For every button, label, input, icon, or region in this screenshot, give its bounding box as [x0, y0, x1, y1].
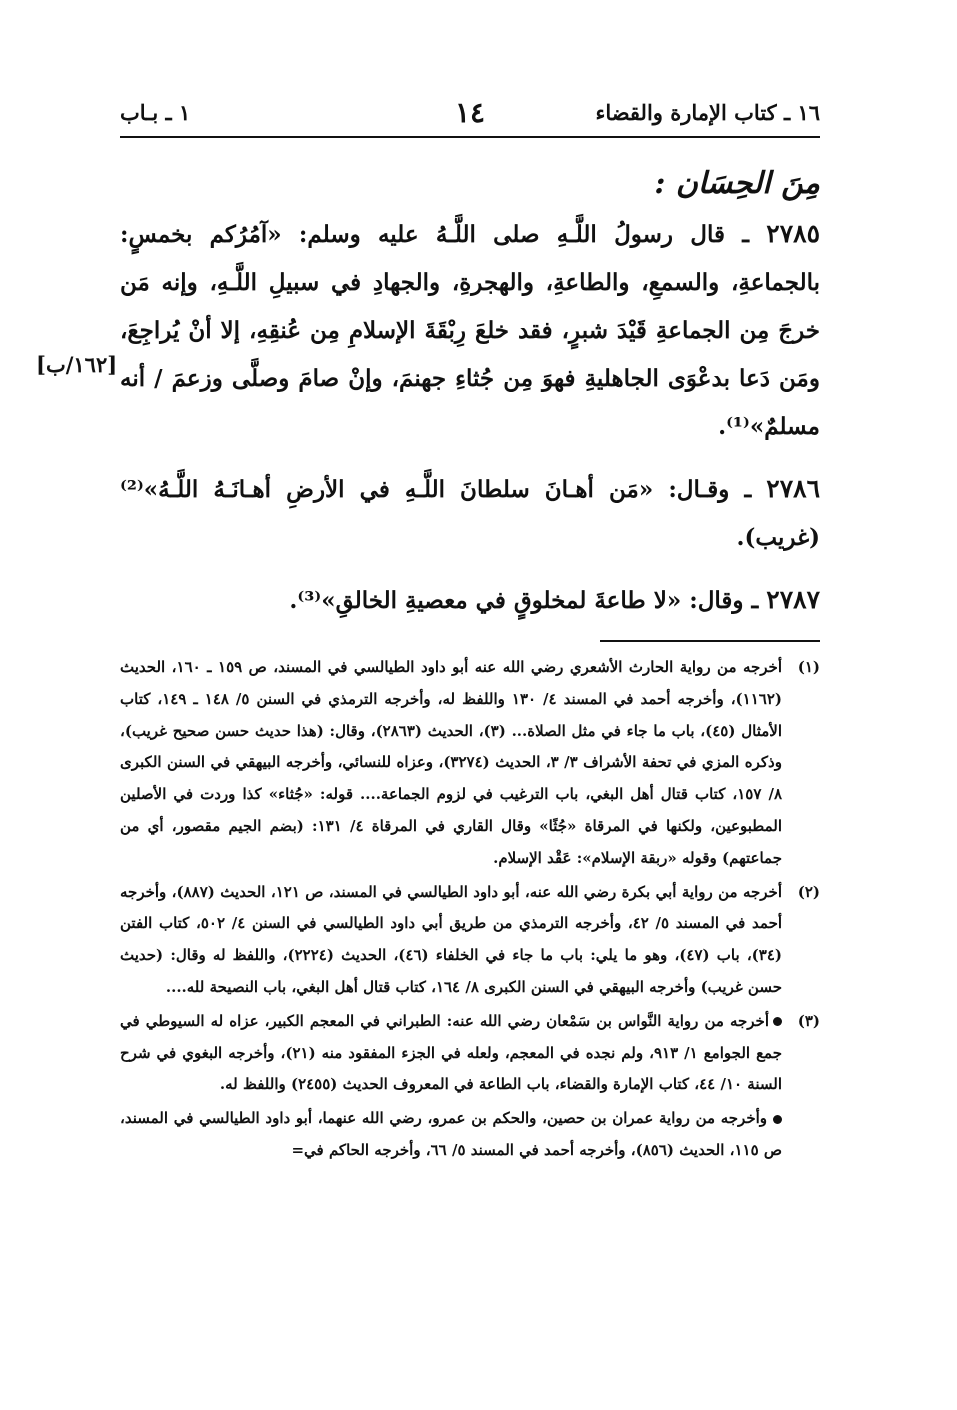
hadith-2785: [120, 210, 820, 451]
footnote-3-continued: [120, 1103, 820, 1167]
hadith-number: ٢٧٨٦: [766, 474, 820, 503]
hadith-text: ـ قال رسولُ اللَّـهِ صلى اللَّـهُ عليه وسلم: «آمُرُكم بخمسٍ: بالجماعةِ، والسمعِ، والطاعةِ، والهجرةِ، والجهادِ في سبيلِ اللَّـهِ، وإنه مَن خرجَ مِن الجماعةِ قَيْدَ شبرٍ، فقد خلعَ رِبْقَةَ الإسلامِ مِن عُنقِهِ، إلا أنْ يُراجِعَ، ومَن دَعا بدعْوَى الجاهليةِ فهوَ مِن جُثاءِ جهنمَ، وإنْ صامَ وصلَّى وزعمَ / أنه مسلمٌ»⁽¹⁾.: [120, 221, 820, 440]
footnote-separator: [600, 640, 820, 642]
footnote-number: (١): [797, 658, 820, 676]
footnote-text: أخرجه من رواية أبي بكرة رضي الله عنه، أبو داود الطيالسي في المسند، ص ١٢١، الحديث (٨٨٧)، وأخرجه أحمد في المسند ٥/ ٤٢، وأخرجه الترمذي من طريق أبي داود الطيالسي في السنن ٤/ ٥٠٢، كتاب الفتن (٣٤)، باب (٤٧)، وهو ما يلي: باب ما جاء في الخلفاء (٤٦)، الحديث (٢٢٢٤)، واللفظ له وقال: (حديث حسن غريب) وأخرجه البيهقي في السنن الكبرى ٨/ ١٦٤، كتاب قتال أهل البغي، باب النصيحة لله....: [120, 882, 783, 996]
footnote-text: [120, 1006, 782, 1101]
footnote-2: [120, 877, 820, 1004]
footnote-number: (٣): [797, 1011, 820, 1030]
hadith-2787: [120, 576, 820, 625]
footnote-number: (٢): [797, 882, 820, 901]
running-header: [120, 96, 820, 136]
page-number: ١٤: [454, 96, 486, 129]
bullet-icon: [773, 1115, 782, 1124]
main-text: [120, 158, 820, 639]
book-title: ١٦ ـ كتاب الإمارة والقضاء: [595, 100, 820, 125]
manuscript-folio-note: [١٦٢/ب]: [36, 352, 118, 377]
hadith-text: ـ وقال: «لا طاعةَ لمخلوقٍ في معصيةِ الخالقِ»⁽³⁾.: [289, 587, 759, 614]
footnote-text: أخرجه من رواية الحارث الأشعري رضي الله عنه أبو داود الطيالسي في المسند، ص ١٥٩ ـ ١٦٠، الحديث (١١٦٢)، وأخرجه أحمد في المسند ٤/ ١٣٠ واللفظ له، وأخرجه الترمذي في السنن ٥/ ١٤٨ ـ ١٤٩، كتاب الأمثال (٤٥)، باب ما جاء في مثل الصلاة... (٣)، الحديث (٢٨٦٣)، وقال: (هذا حديث حسن صحيح غريب)، وذكره المزي في تحفة الأشراف ٣/ ٣، الحديث (٣٢٧٤)، وعزاه للنسائي، وأخرجه البيهقي في السنن الكبرى ٨/ ١٥٧، كتاب قتال أهل البغي، باب الترغيب في لزوم الجماعة.... قوله: «جُثاء» كذا وردت في الأصلين المطبوعين، ولكنها في المرقاة «جُثًا» وقال القاري في المرقاة ٤/ ١٣١: (بضم الجيم مقصور، أي من جماعتهم) وقوله «ربقة الإسلام»: عَقْد الإسلام.: [120, 658, 782, 867]
hadith-text: ـ وقـال: «مَن أهـانَ سلطانَ اللَّـهِ في الأرضِ أهـانَـهُ اللَّـهُ»⁽²⁾ (غريب).: [120, 476, 820, 551]
chapter-label: ١ ـ بـاب: [120, 100, 191, 125]
header-rule: [120, 136, 820, 138]
footnote-text-body: أخرجه من رواية النَّواس بن سَمْعان رضي الله عنه: الطبراني في المعجم الكبير، عزاه له السيوطي في جمع الجوامع ١/ ٩١٣، ولم نجده في المعجم، ولعله في الجزء المفقود منه (٢١)، وأخرجه البغوي في شرح السنة ١٠/ ٤٤، كتاب الإمارة والقضاء، باب الطاعة في المعروف الحديث (٢٤٥٥) واللفظ له.: [120, 1011, 782, 1094]
hadith-2786: [120, 465, 820, 562]
footnote-1: [120, 652, 820, 875]
footnote-3: [120, 1006, 820, 1101]
section-heading: مِنَ الحِسَان :: [654, 166, 820, 201]
footnote-text-body: وأخرجه من رواية عمران بن حصين، والحكم بن عمرو، رضي الله عنهما، أبو داود الطيالسي في المسند، ص ١١٥، الحديث (٨٥٦)، وأخرجه أحمد في المسند ٥/ ٦٦، وأخرجه الحاكم في=: [120, 1109, 782, 1159]
footnotes: [120, 652, 820, 1167]
hadith-number: ٢٧٨٥: [766, 219, 820, 248]
hadith-number: ٢٧٨٧: [766, 585, 820, 614]
bullet-icon: [773, 1017, 782, 1026]
